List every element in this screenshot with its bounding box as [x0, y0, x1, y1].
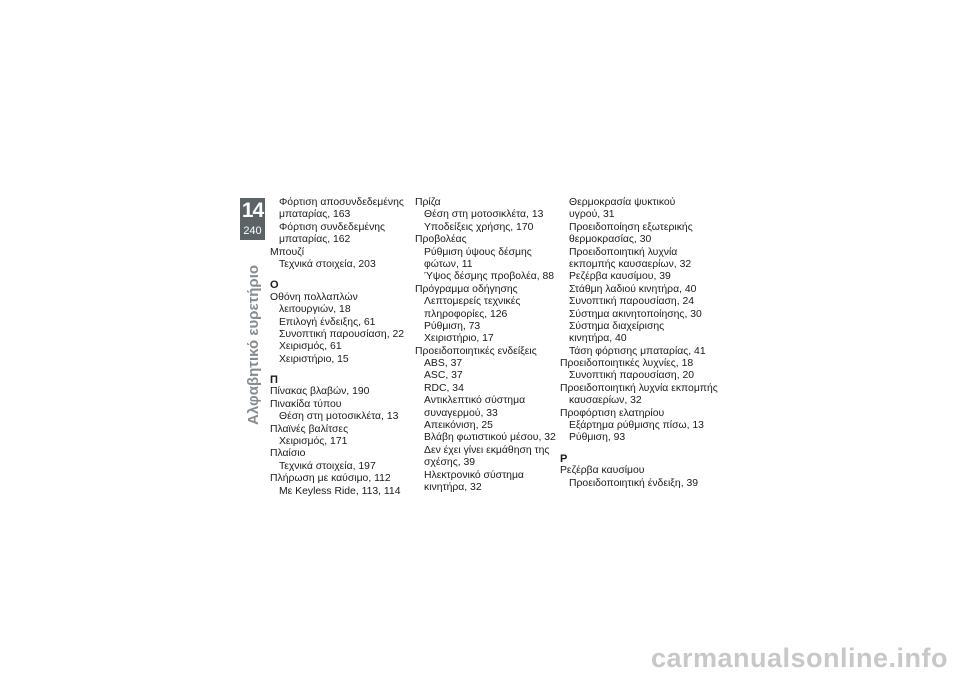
index-subentry: Σύστημα διαχείρισης	[569, 320, 665, 332]
index-entry: Οθόνη πολλαπλών	[270, 291, 358, 303]
index-subentry: μπαταρίας, 163	[279, 209, 351, 221]
chapter-number: 14	[241, 199, 264, 222]
index-subentry: Λεπτομερείς τεχνικές	[424, 296, 521, 308]
index-subentry: σχέσης, 39	[424, 457, 476, 469]
index-subentry: Ρύθμιση ύψους δέσμης	[424, 246, 532, 258]
index-subentry: θερμοκρασίας, 30	[569, 234, 652, 246]
index-subentry: Τεχνικά στοιχεία, 203	[279, 258, 376, 270]
index-subentry: Χειρισμός, 61	[279, 341, 342, 353]
index-subentry: Με Keyless Ride, 113, 114	[279, 485, 401, 497]
index-subentry: Θέση στη μοτοσικλέτα, 13	[279, 411, 399, 423]
index-entry: Πρόγραμμα οδήγησης	[415, 283, 518, 295]
index-subentry: υγρού, 31	[569, 209, 615, 221]
index-subentry: κινητήρα, 32	[424, 481, 482, 493]
index-subentry: Θερμοκρασία ψυκτικού	[569, 197, 676, 208]
index-subentry: κινητήρα, 40	[569, 333, 627, 345]
index-subentry: Εξάρτημα ρύθμισης πίσω, 13	[569, 420, 704, 432]
index-subentry: Ηλεκτρονικό σύστημα	[424, 469, 524, 481]
index-subentry: Αντικλεπτικό σύστημα	[424, 395, 526, 407]
index-entry: Ρεζέρβα καυσίμου	[560, 465, 645, 477]
index-letter-heading: Ο	[270, 279, 279, 292]
index-subentry: Ύψος δέσμης προβολέα, 88	[424, 271, 555, 283]
index-subentry: ASC, 37	[424, 370, 463, 382]
index-subentry: φώτων, 11	[424, 258, 473, 270]
index-entry: Πρίζα	[415, 197, 441, 208]
index-column-2	[415, 197, 565, 494]
index-subentry: Σύστημα ακινητοποίησης, 30	[569, 308, 702, 320]
index-entry: Προφόρτιση ελατηρίου	[560, 407, 665, 419]
index-subentry: συναγερμού, 33	[424, 407, 498, 419]
index-subentry: Συνοπτική παρουσίαση, 20	[569, 370, 695, 382]
index-subentry: εκπομπής καυσαερίων, 32	[569, 258, 692, 270]
index-subentry: Δεν έχει γίνει εκμάθηση της	[424, 444, 550, 456]
index-subentry: Ρεζέρβα καυσίμου, 39	[569, 271, 671, 283]
index-subentry: πληροφορίες, 126	[424, 308, 508, 320]
index-entry: Προειδοποιητικές ενδείξεις	[415, 345, 537, 357]
index-entry: Πλαϊνές βαλίτσες	[270, 423, 349, 435]
index-column-3	[560, 197, 718, 490]
index-subentry: Προειδοποιητική ένδειξη, 39	[569, 477, 699, 489]
index-subentry: Βλάβη φωτιστικού μέσου, 32	[424, 432, 556, 444]
index-subentry: λειτουργιών, 18	[279, 304, 351, 316]
index-entry: Προειδοποιητική λυχνία εκπομπής	[560, 382, 718, 394]
index-subentry: καυσαερίων, 32	[569, 395, 642, 407]
index-subentry: Χειριστήριο, 15	[279, 353, 349, 365]
index-entry: Προειδοποιητικές λυχνίες, 18	[560, 358, 694, 370]
chapter-badge	[240, 198, 265, 240]
index-subentry: Θέση στη μοτοσικλέτα, 13	[424, 209, 544, 221]
index-subentry: Χειρισμός, 171	[279, 436, 348, 448]
chapter-title: Αλφαβητικό ευρετήριο	[245, 264, 262, 425]
index-letter-heading: Ρ	[560, 452, 568, 465]
index-entry: Πινακίδα τύπου	[270, 398, 342, 410]
index-entry: Πλαίσιο	[270, 448, 306, 460]
index-entry: Πλήρωση με καύσιμο, 112	[270, 473, 391, 485]
index-subentry: RDC, 34	[424, 382, 464, 394]
index-letter-heading: Π	[270, 374, 278, 387]
index-subentry: Προειδοποιητική λυχνία	[569, 246, 678, 258]
index-subentry: Συνοπτική παρουσίαση, 22	[279, 328, 405, 340]
index-subentry: Στάθμη λαδιού κινητήρα, 40	[569, 283, 697, 295]
index-subentry: Υποδείξεις χρήσης, 170	[424, 221, 534, 233]
watermark: carmanualsonline.info	[650, 643, 948, 673]
index-subentry: Ρύθμιση, 73	[424, 320, 481, 332]
index-subentry: Ρύθμιση, 93	[569, 432, 626, 444]
index-subentry: Προειδοποίηση εξωτερικής	[569, 221, 693, 233]
page-number: 240	[243, 225, 262, 237]
index-subentry: ABS, 37	[424, 358, 463, 370]
index-subentry: Απεικόνιση, 25	[424, 420, 493, 432]
index-entry: Προβολέας	[415, 234, 467, 246]
index-subentry: Συνοπτική παρουσίαση, 24	[569, 296, 695, 308]
index-subentry: Φόρτιση συνδεδεμένης	[279, 221, 386, 233]
index-subentry: Επιλογή ένδειξης, 61	[279, 316, 376, 328]
index-subentry: Τάση φόρτισης μπαταρίας, 41	[569, 345, 706, 357]
index-subentry: Χειριστήριο, 17	[424, 333, 494, 345]
index-subentry: Τεχνικά στοιχεία, 197	[279, 460, 376, 472]
index-entry: Πίνακας βλαβών, 190	[270, 386, 370, 398]
index-subentry: μπαταρίας, 162	[279, 234, 351, 246]
index-subentry: Φόρτιση αποσυνδεδεμένης	[279, 197, 404, 208]
index-entry: Μπουζί	[270, 246, 305, 258]
index-column-1	[270, 197, 420, 498]
